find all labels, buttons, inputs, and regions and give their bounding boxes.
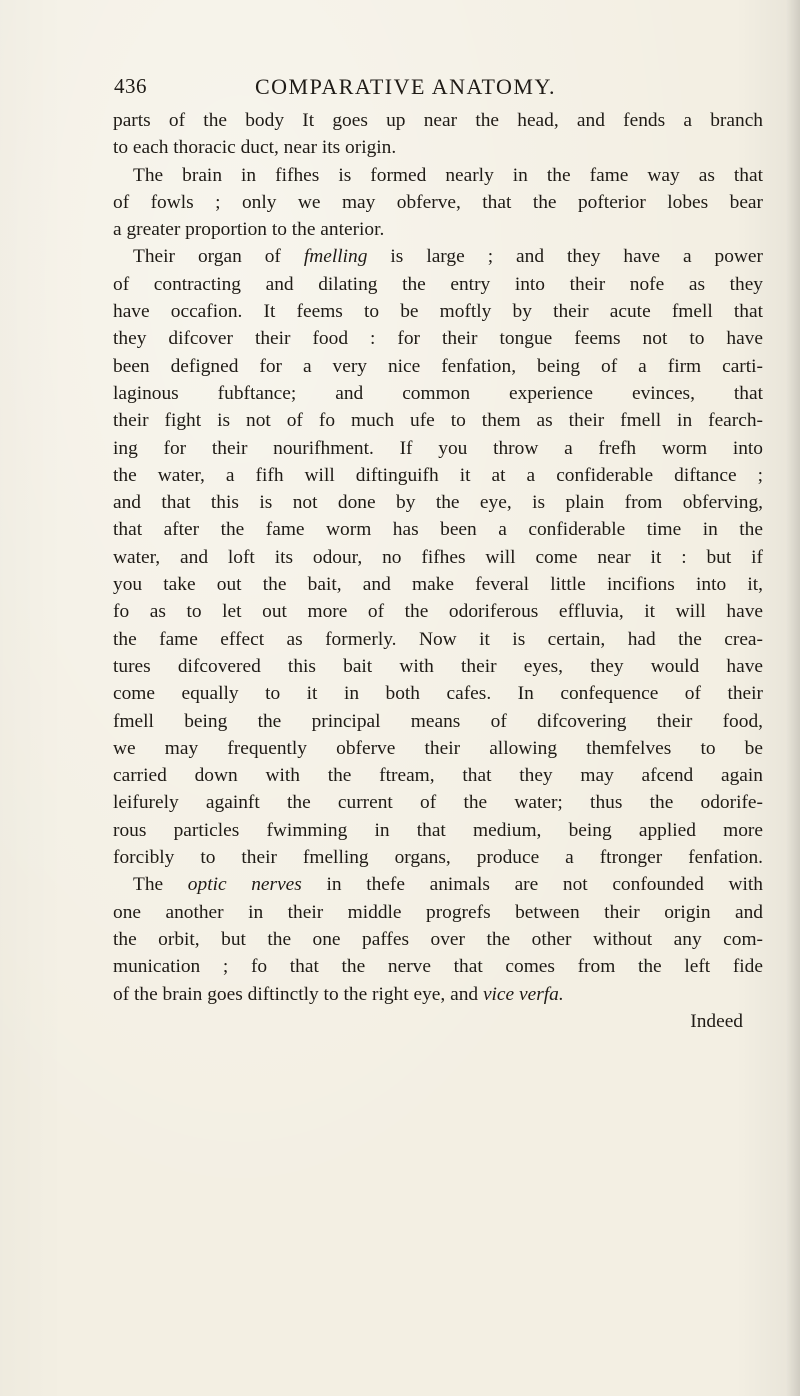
- text-line: [113, 325, 763, 352]
- text-line: [113, 271, 763, 298]
- text-run: The brain in fifhes is formed nearly in the fame way as that: [133, 164, 763, 186]
- text-run: ing for their nourifhment. If you throw a frefh worm into: [113, 437, 763, 459]
- text-line: [113, 871, 763, 898]
- text-run: one another in their middle progrefs between their origin and: [113, 901, 763, 923]
- text-line: [113, 407, 763, 434]
- text-run: carried down with the ftream, that they may afcend again: [113, 765, 763, 787]
- text-run: they difcover their food : for their tongue feems not to have: [113, 328, 763, 350]
- text-run: of fowls ; only we may obferve, that the pofterior lobes bear: [113, 191, 763, 213]
- text-line: [113, 708, 763, 735]
- text-line: [113, 489, 763, 516]
- text-run: fmell being the principal means of difcovering their food,: [113, 710, 763, 732]
- text-run: and that this is not done by the eye, is plain from obferving,: [113, 492, 763, 514]
- text-line: [113, 516, 763, 543]
- page-number: 436: [114, 74, 147, 98]
- text-run: of the brain goes diftinctly to the right eye, and: [113, 983, 483, 1005]
- text-run: leifurely againft the current of the water; thus the odorife-: [113, 792, 763, 814]
- text-run: we may frequently obferve their allowing themfelves to be: [113, 737, 763, 759]
- text-line: [113, 380, 763, 407]
- text-run: you take out the bait, and make feveral little incifions into it,: [113, 574, 763, 596]
- text-line: [113, 844, 763, 871]
- text-run: the fame effect as formerly. Now it is certain, had the crea-: [113, 628, 763, 650]
- text-line: [113, 953, 763, 980]
- text-run: to each thoracic duct, near its origin.: [113, 137, 397, 159]
- text-run: rous particles fwimming in that medium, being applied more: [113, 819, 763, 841]
- text-run: the orbit, but the one paffes over the other without any com-: [113, 928, 763, 950]
- text-line: [113, 626, 763, 653]
- body-text: [113, 107, 763, 1035]
- text-line: [113, 162, 763, 189]
- text-line: [113, 544, 763, 571]
- text-line: [113, 216, 763, 243]
- text-run: their fight is not of fo much ufe to them as their fmell in fearch-: [113, 410, 763, 432]
- italic-term: vice verfa.: [482, 983, 564, 1005]
- text-run: parts of the body It goes up near the head, and fends a branch: [113, 110, 763, 131]
- text-line: [113, 571, 763, 598]
- text-run: tures difcovered this bait with their eyes, they would have: [113, 655, 763, 677]
- text-run: a greater proportion to the anterior.: [113, 219, 385, 241]
- text-line: [113, 243, 763, 270]
- page-header: [112, 74, 772, 108]
- text-run: water, and loft its odour, no fifhes will come near it : but if: [113, 546, 763, 568]
- text-line: [113, 134, 763, 161]
- text-line: [113, 462, 763, 489]
- text-run: of contracting and dilating the entry into their nofe as they: [113, 273, 763, 295]
- text-run: laginous fubftance; and common experience evinces, that: [113, 382, 763, 404]
- text-line: [113, 189, 763, 216]
- text-line: [113, 789, 763, 816]
- text-line: [113, 680, 763, 707]
- text-line: [113, 735, 763, 762]
- text-run: been defigned for a very nice fenfation, being of a firm carti-: [113, 355, 763, 377]
- text-line: [113, 353, 763, 380]
- text-run: the water, a fifh will diftinguifh it at a confiderable diftance ;: [113, 464, 763, 486]
- text-line: [113, 435, 763, 462]
- text-run: have occafion. It feems to be moftly by their acute fmell that: [113, 301, 763, 323]
- running-title: COMPARATIVE ANATOMY.: [255, 74, 556, 99]
- text-run: is large ; and they have a power: [367, 246, 763, 268]
- text-line: [113, 899, 763, 926]
- text-line: [113, 981, 763, 1008]
- text-run: in thefe animals are not confounded with: [301, 874, 763, 896]
- italic-term: optic nerves: [187, 874, 302, 896]
- text-line: [113, 817, 763, 844]
- text-line: [113, 762, 763, 789]
- text-line: [113, 653, 763, 680]
- italic-term: fmelling: [303, 246, 368, 268]
- text-line: [113, 598, 763, 625]
- text-run: that after the fame worm has been a confiderable time in the: [113, 519, 763, 541]
- text-line: [113, 926, 763, 953]
- page-edge-shadow: [786, 0, 800, 1396]
- text-run: Indeed: [690, 1010, 743, 1032]
- text-line: [113, 1008, 763, 1035]
- text-run: Their organ of: [133, 246, 304, 268]
- text-line: [113, 298, 763, 325]
- text-run: The: [133, 874, 188, 896]
- text-run: come equally to it in both cafes. In confequence of their: [113, 683, 763, 705]
- text-run: fo as to let out more of the odoriferous effluvia, it will have: [113, 601, 763, 623]
- text-run: munication ; fo that the nerve that comes from the left fide: [113, 956, 763, 978]
- text-run: forcibly to their fmelling organs, produce a ftronger fenfation.: [113, 847, 763, 869]
- text-line: [113, 107, 763, 134]
